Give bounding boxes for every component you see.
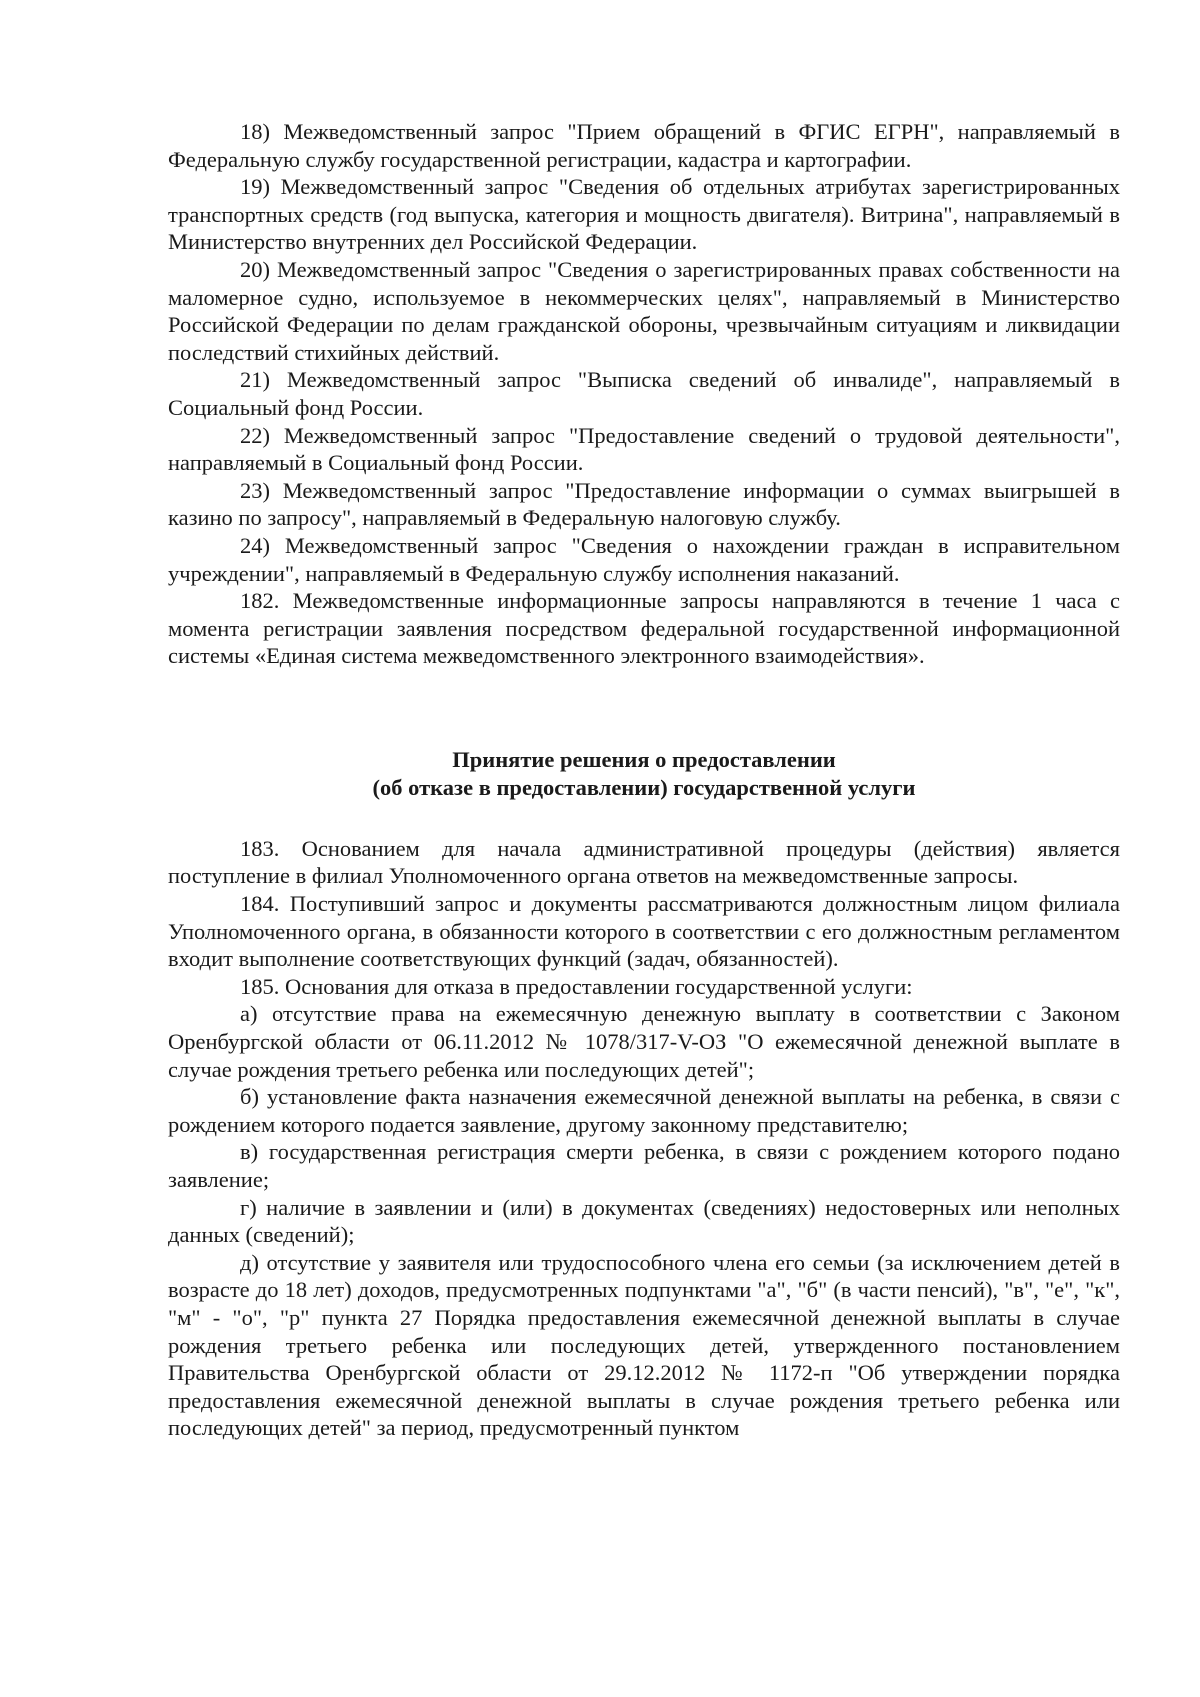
document-page: [168, 118, 1120, 1442]
section-heading: [168, 746, 1120, 802]
paragraph-185-d: д) отсутствие у заявителя или трудоспособного члена его семьи (за исключением детей в возрасте до 18 лет) доходов, предусмотренных подпунктами "а", "б" (в части пенсий), "в", "е", "к", "м" - "о", "р" пункта 27 Порядка предоставления ежемесячной денежной выплаты в случае рождения третьего ребенка или последующих детей, утвержденного постановлением Правительства Оренбургской области от 29.12.2012 № 1172-п "Об утверждении порядка предоставления ежемесячной денежной выплаты в случае рождения третьего ребенка или последующих детей" за период, предусмотренный пунктом: [168, 1249, 1120, 1441]
paragraph-185-g: г) наличие в заявлении и (или) в документах (сведениях) недостоверных или неполных данных (сведений);: [168, 1194, 1120, 1248]
paragraph-item-23: 23) Межведомственный запрос "Предоставление информации о суммах выигрышей в казино по запросу", направляемый в Федеральную налоговую службу.: [168, 477, 1120, 531]
paragraph-184: 184. Поступивший запрос и документы рассматриваются должностным лицом филиала Уполномоченного органа, в обязанности которого в соответствии с его должностным регламентом входит выполнение соответствующих функций (задач, обязанностей).: [168, 891, 1120, 972]
paragraph-item-21: 21) Межведомственный запрос "Выписка сведений об инвалиде", направляемый в Социальный фонд России.: [168, 367, 1120, 420]
paragraph-item-20: 20) Межведомственный запрос "Сведения о зарегистрированных правах собственности на маломерное судно, используемое в некоммерческих целях", направляемый в Министерство Российской Федерации по делам гражданской обороны, чрезвычайным ситуациям и ликвидации последствий стихийных действий.: [168, 256, 1120, 365]
paragraph-item-24: 24) Межведомственный запрос "Сведения о нахождении граждан в исправительном учреждении", направляемый в Федеральную службу исполнения наказаний.: [168, 532, 1120, 586]
paragraph-183: 183. Основанием для начала административной процедуры (действия) является поступление в филиал Уполномоченного органа ответов на межведомственные запросы.: [168, 835, 1120, 889]
section-heading-line-2: (об отказе в предоставлении) государственной услуги: [372, 774, 916, 800]
section-heading-line-1: Принятие решения о предоставлении: [452, 746, 836, 772]
paragraph-185: 185. Основания для отказа в предоставлении государственной услуги:: [240, 973, 913, 999]
paragraph-item-18: 18) Межведомственный запрос "Прием обращений в ФГИС ЕГРН", направляемый в Федеральную службу государственной регистрации, кадастра и картографии.: [168, 119, 1120, 172]
paragraph-182: 182. Межведомственные информационные запросы направляются в течение 1 часа с момента регистрации заявления посредством федеральной государственной информационной системы «Единая система межведомственного электронного взаимодействия».: [168, 588, 1120, 669]
paragraph-185-a: а) отсутствие права на ежемесячную денежную выплату в соответствии с Законом Оренбургской области от 06.11.2012 № 1078/317-V-ОЗ "О ежемесячной денежной выплате в случае рождения третьего ребенка или последующих детей";: [168, 1001, 1120, 1082]
paragraph-185-v: в) государственная регистрация смерти ребенка, в связи с рождением которого подано заявление;: [168, 1139, 1120, 1192]
paragraph-item-22: 22) Межведомственный запрос "Предоставление сведений о трудовой деятельности", направляемый в Социальный фонд России.: [168, 422, 1120, 476]
paragraph-185-b: б) установление факта назначения ежемесячной денежной выплаты на ребенка, в связи с рождением которого подается заявление, другому законному представителю;: [168, 1084, 1120, 1137]
paragraph-item-19: 19) Межведомственный запрос "Сведения об отдельных атрибутах зарегистрированных транспортных средств (год выпуска, категория и мощность двигателя). Витрина", направляемый в Министерство внутренних дел Российской Федерации.: [168, 174, 1120, 255]
